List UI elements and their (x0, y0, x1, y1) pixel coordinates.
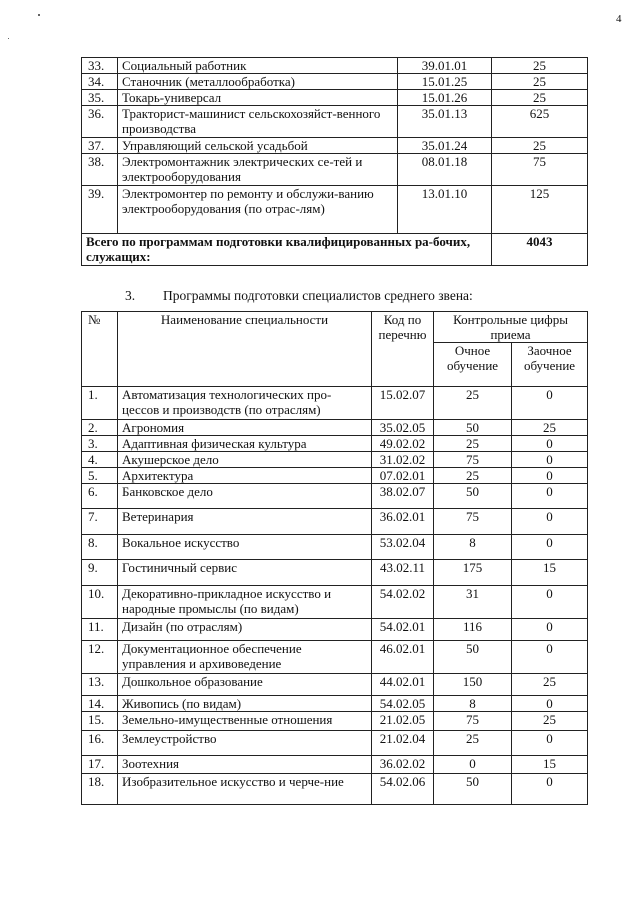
row-number: 9. (82, 560, 118, 586)
profession-code: 13.01.10 (398, 186, 492, 234)
row-number: 6. (82, 484, 118, 509)
admission-count: 125 (492, 186, 588, 234)
specialty-name: Автоматизация технологических про-цессов и производств (по отраслям) (118, 387, 372, 420)
table-row (82, 186, 588, 234)
fulltime-count: 75 (434, 452, 512, 468)
fulltime-count: 50 (434, 484, 512, 509)
fulltime-count: 25 (434, 468, 512, 484)
specialty-name: Документационное обеспечение управления и архивоведение (118, 641, 372, 674)
row-number: 18. (82, 774, 118, 805)
fulltime-count: 116 (434, 619, 512, 641)
profession-code: 15.01.26 (398, 90, 492, 106)
profession-name: Станочник (металлообработка) (118, 74, 398, 90)
profession-code: 35.01.24 (398, 138, 492, 154)
table-row (82, 90, 588, 106)
row-number: 10. (82, 586, 118, 619)
specialty-name: Изобразительное искусство и черче-ние (118, 774, 372, 805)
profession-name: Социальный работник (118, 58, 398, 74)
parttime-count: 0 (512, 436, 588, 452)
specialty-code: 31.02.02 (372, 452, 434, 468)
header-name: Наименование специальности (118, 312, 372, 387)
specialty-code: 54.02.06 (372, 774, 434, 805)
row-number: 1. (82, 387, 118, 420)
parttime-count: 0 (512, 387, 588, 420)
row-number: 15. (82, 712, 118, 731)
scan-speck (8, 38, 9, 39)
fulltime-count: 150 (434, 674, 512, 696)
profession-name: Токарь-универсал (118, 90, 398, 106)
specialty-code: 35.02.05 (372, 420, 434, 436)
profession-name: Управляющий сельской усадьбой (118, 138, 398, 154)
table-row (82, 387, 588, 420)
specialty-code: 07.02.01 (372, 468, 434, 484)
row-number: 34. (82, 74, 118, 90)
table-row (82, 535, 588, 560)
total-label: Всего по программам подготовки квалифицированных ра-бочих, служащих: (82, 234, 492, 266)
admission-count: 25 (492, 138, 588, 154)
specialty-name: Декоративно-прикладное искусство и народные промыслы (по видам) (118, 586, 372, 619)
specialty-code: 49.02.02 (372, 436, 434, 452)
header-num: № (82, 312, 118, 387)
specialty-name: Гостиничный сервис (118, 560, 372, 586)
fulltime-count: 50 (434, 420, 512, 436)
fulltime-count: 25 (434, 387, 512, 420)
fulltime-count: 0 (434, 756, 512, 774)
row-number: 7. (82, 509, 118, 535)
specialty-name: Акушерское дело (118, 452, 372, 468)
table-row (82, 154, 588, 186)
section-number: 3. (125, 288, 136, 303)
specialty-code: 36.02.01 (372, 509, 434, 535)
table-row (82, 756, 588, 774)
page-number: 4 (616, 13, 622, 25)
table-row (82, 774, 588, 805)
fulltime-count: 25 (434, 731, 512, 756)
table-row (82, 509, 588, 535)
parttime-count: 25 (512, 420, 588, 436)
profession-name: Электромонтажник электрических се-тей и электрооборудования (118, 154, 398, 186)
specialty-code: 54.02.01 (372, 619, 434, 641)
specialty-code: 36.02.02 (372, 756, 434, 774)
row-number: 12. (82, 641, 118, 674)
parttime-count: 25 (512, 712, 588, 731)
header-parttime: Заочное обучение (512, 343, 588, 387)
table-row (82, 731, 588, 756)
table-row (82, 696, 588, 712)
header-code: Код по перечню (372, 312, 434, 387)
admission-count: 625 (492, 106, 588, 138)
parttime-count: 0 (512, 509, 588, 535)
section-title: Программы подготовки специалистов среднего звена: (163, 288, 473, 303)
specialty-code: 21.02.04 (372, 731, 434, 756)
specialty-code: 44.02.01 (372, 674, 434, 696)
specialty-name: Дизайн (по отраслям) (118, 619, 372, 641)
fulltime-count: 175 (434, 560, 512, 586)
table-row (82, 712, 588, 731)
row-number: 2. (82, 420, 118, 436)
mid-level-specialists-table (81, 311, 588, 805)
table-row (82, 468, 588, 484)
total-value: 4043 (492, 234, 588, 266)
specialty-name: Землеустройство (118, 731, 372, 756)
specialty-code: 54.02.02 (372, 586, 434, 619)
fulltime-count: 75 (434, 712, 512, 731)
table-row (82, 436, 588, 452)
parttime-count: 0 (512, 731, 588, 756)
specialty-code: 21.02.05 (372, 712, 434, 731)
specialty-name: Агрономия (118, 420, 372, 436)
total-row (82, 234, 588, 266)
specialty-code: 53.02.04 (372, 535, 434, 560)
admission-count: 25 (492, 90, 588, 106)
table-row (82, 674, 588, 696)
profession-code: 35.01.13 (398, 106, 492, 138)
table-row (82, 138, 588, 154)
table-row (82, 560, 588, 586)
parttime-count: 0 (512, 619, 588, 641)
table-row (82, 106, 588, 138)
section-heading (125, 288, 473, 303)
admission-count: 75 (492, 154, 588, 186)
table-row (82, 420, 588, 436)
specialty-name: Архитектура (118, 468, 372, 484)
profession-code: 39.01.01 (398, 58, 492, 74)
row-number: 37. (82, 138, 118, 154)
parttime-count: 0 (512, 774, 588, 805)
parttime-count: 0 (512, 641, 588, 674)
row-number: 14. (82, 696, 118, 712)
table-row (82, 484, 588, 509)
row-number: 38. (82, 154, 118, 186)
row-number: 5. (82, 468, 118, 484)
specialty-code: 38.02.07 (372, 484, 434, 509)
table-row (82, 586, 588, 619)
row-number: 17. (82, 756, 118, 774)
row-number: 35. (82, 90, 118, 106)
specialty-name: Адаптивная физическая культура (118, 436, 372, 452)
row-number: 36. (82, 106, 118, 138)
row-number: 4. (82, 452, 118, 468)
row-number: 13. (82, 674, 118, 696)
row-number: 11. (82, 619, 118, 641)
fulltime-count: 8 (434, 535, 512, 560)
row-number: 33. (82, 58, 118, 74)
row-number: 16. (82, 731, 118, 756)
specialty-name: Вокальное искусство (118, 535, 372, 560)
table-row (82, 58, 588, 74)
table-row (82, 641, 588, 674)
table-row (82, 452, 588, 468)
admission-count: 25 (492, 74, 588, 90)
specialty-name: Земельно-имущественные отношения (118, 712, 372, 731)
specialty-name: Банковское дело (118, 484, 372, 509)
header-fulltime: Очное обучение (434, 343, 512, 387)
fulltime-count: 50 (434, 774, 512, 805)
fulltime-count: 75 (434, 509, 512, 535)
profession-code: 08.01.18 (398, 154, 492, 186)
qualified-workers-table (81, 57, 588, 266)
row-number: 8. (82, 535, 118, 560)
parttime-count: 15 (512, 560, 588, 586)
parttime-count: 0 (512, 468, 588, 484)
row-number: 3. (82, 436, 118, 452)
parttime-count: 0 (512, 696, 588, 712)
fulltime-count: 31 (434, 586, 512, 619)
parttime-count: 0 (512, 452, 588, 468)
profession-code: 15.01.25 (398, 74, 492, 90)
parttime-count: 0 (512, 535, 588, 560)
parttime-count: 15 (512, 756, 588, 774)
header-quota: Контрольные цифры приема (434, 312, 588, 343)
specialty-name: Ветеринария (118, 509, 372, 535)
profession-name: Тракторист-машинист сельскохозяйст-венного производства (118, 106, 398, 138)
parttime-count: 25 (512, 674, 588, 696)
profession-name: Электромонтер по ремонту и обслужи-ванию электрооборудования (по отрас-лям) (118, 186, 398, 234)
fulltime-count: 8 (434, 696, 512, 712)
specialty-code: 54.02.05 (372, 696, 434, 712)
table-row (82, 619, 588, 641)
fulltime-count: 25 (434, 436, 512, 452)
specialty-code: 43.02.11 (372, 560, 434, 586)
specialty-name: Живопись (по видам) (118, 696, 372, 712)
specialty-name: Дошкольное образование (118, 674, 372, 696)
specialty-code: 46.02.01 (372, 641, 434, 674)
table-row (82, 74, 588, 90)
parttime-count: 0 (512, 586, 588, 619)
row-number: 39. (82, 186, 118, 234)
fulltime-count: 50 (434, 641, 512, 674)
admission-count: 25 (492, 58, 588, 74)
scan-speck (38, 14, 40, 16)
specialty-name: Зоотехния (118, 756, 372, 774)
specialty-code: 15.02.07 (372, 387, 434, 420)
parttime-count: 0 (512, 484, 588, 509)
